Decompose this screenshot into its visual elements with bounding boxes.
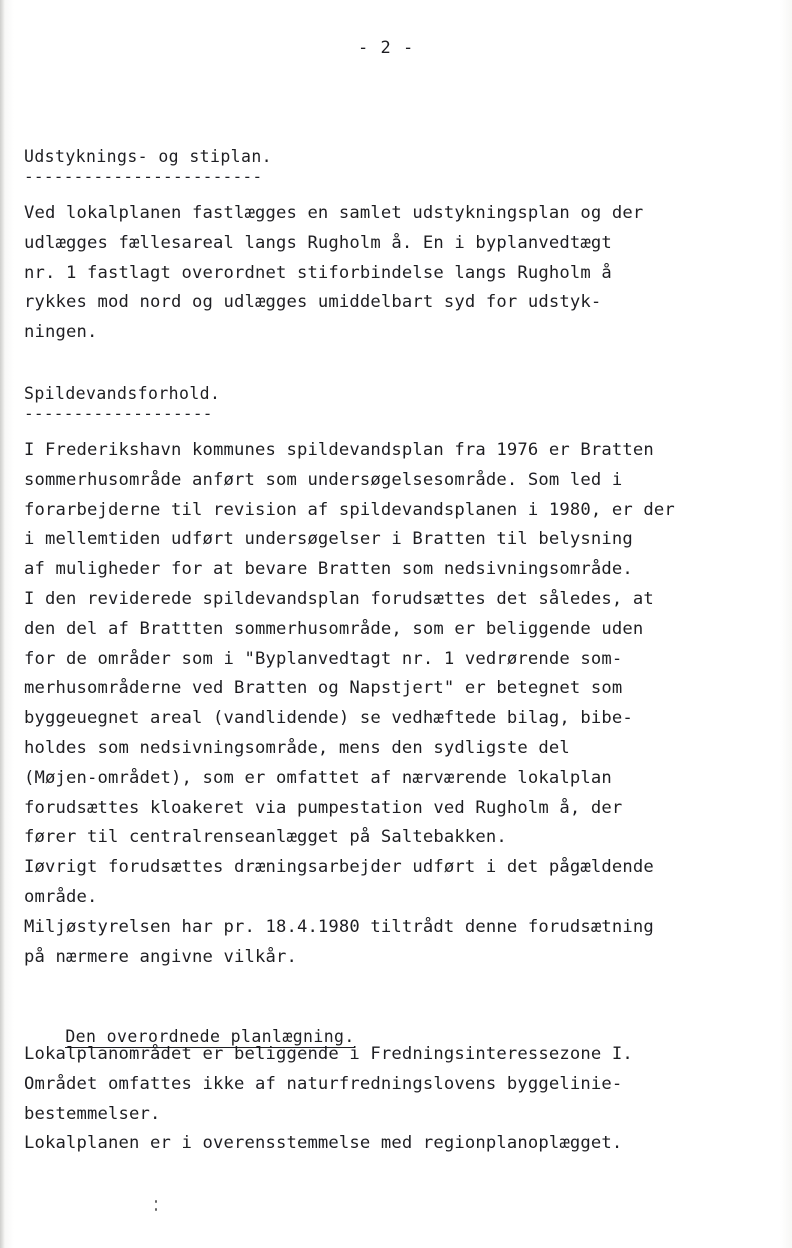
text-line: Ved lokalplanen fastlægges en samlet udstykningsplan og der xyxy=(24,203,644,223)
paragraph-overordnet xyxy=(24,1040,764,1159)
page-number: - 2 - xyxy=(358,38,415,58)
text-line: bestemmelser. xyxy=(24,1103,161,1124)
text-line: område. xyxy=(24,886,98,907)
text-line: I Frederikshavn kommunes spildevandsplan fra 1976 er Bratten xyxy=(24,440,654,460)
text-line: fører til centralrenseanlægget på Saltebakken. xyxy=(24,827,507,848)
text-line: Lokalplanområdet er beliggende i Fredningsinteressezone I. xyxy=(24,1044,633,1064)
text-line: ningen. xyxy=(24,322,98,343)
text-line: Lokalplanen er i overensstemmelse med regionplanoplægget. xyxy=(24,1133,623,1154)
underlined-heading-text: Den overordnede planlægning. xyxy=(65,1027,355,1046)
text-line: udlægges fællesareal langs Rugholm å. En i byplanvedtægt xyxy=(24,232,612,253)
text-line: Miljøstyrelsen har pr. 18.4.1980 tiltrådt denne forudsætning xyxy=(24,916,654,937)
text-line: I den reviderede spildevandsplan forudsættes det således, at xyxy=(24,588,654,609)
paragraph-udstykning xyxy=(24,199,764,348)
text-line: i mellemtiden udført undersøgelser i Bratten til belysning xyxy=(24,529,633,550)
scan-speck xyxy=(155,1208,157,1211)
scan-speck xyxy=(155,1200,157,1203)
text-line: for de områder som i "Byplanvedtagt nr. 1 vedrørende som- xyxy=(24,648,623,669)
text-line: forarbejderne til revision af spildevandsplanen i 1980, er der xyxy=(24,499,675,520)
text-line: byggeuegnet areal (vandlidende) se vedhæftede bilag, bibe- xyxy=(24,708,633,729)
text-line: (Møjen-området), som er omfattet af nærværende lokalplan xyxy=(24,767,612,788)
text-line: Iøvrigt forudsættes dræningsarbejder udført i det pågældende xyxy=(24,857,654,878)
text-line: på nærmere angivne vilkår. xyxy=(24,946,297,967)
section-rule-spildevand: ------------------- xyxy=(24,409,213,419)
text-line: holdes som nedsivningsområde, mens den sydligste del xyxy=(24,737,570,758)
paragraph-spildevand xyxy=(24,436,764,972)
page-edge-shadow xyxy=(0,0,5,1248)
text-line: rykkes mod nord og udlægges umiddelbart syd for udstyk- xyxy=(24,292,602,313)
section-rule-udstykning: ------------------------ xyxy=(24,172,263,182)
text-line: af muligheder for at bevare Bratten som nedsivningsområde. xyxy=(24,559,633,580)
section-heading-udstykning: Udstyknings- og stiplan. xyxy=(24,147,273,166)
text-line: Området omfattes ikke af naturfredningslovens byggelinie- xyxy=(24,1073,623,1094)
text-line: merhusområderne ved Bratten og Napstjert" er betegnet som xyxy=(24,678,623,699)
text-line: sommerhusområde anført som undersøgelsesområde. Som led i xyxy=(24,469,623,490)
text-line: den del af Brattten sommerhusområde, som er beliggende uden xyxy=(24,618,644,639)
section-heading-spildevand: Spildevandsforhold. xyxy=(24,384,221,403)
text-line: nr. 1 fastlagt overordnet stiforbindelse langs Rugholm å xyxy=(24,262,612,283)
text-line: forudsættes kloakeret via pumpestation ved Rugholm å, der xyxy=(24,797,623,818)
